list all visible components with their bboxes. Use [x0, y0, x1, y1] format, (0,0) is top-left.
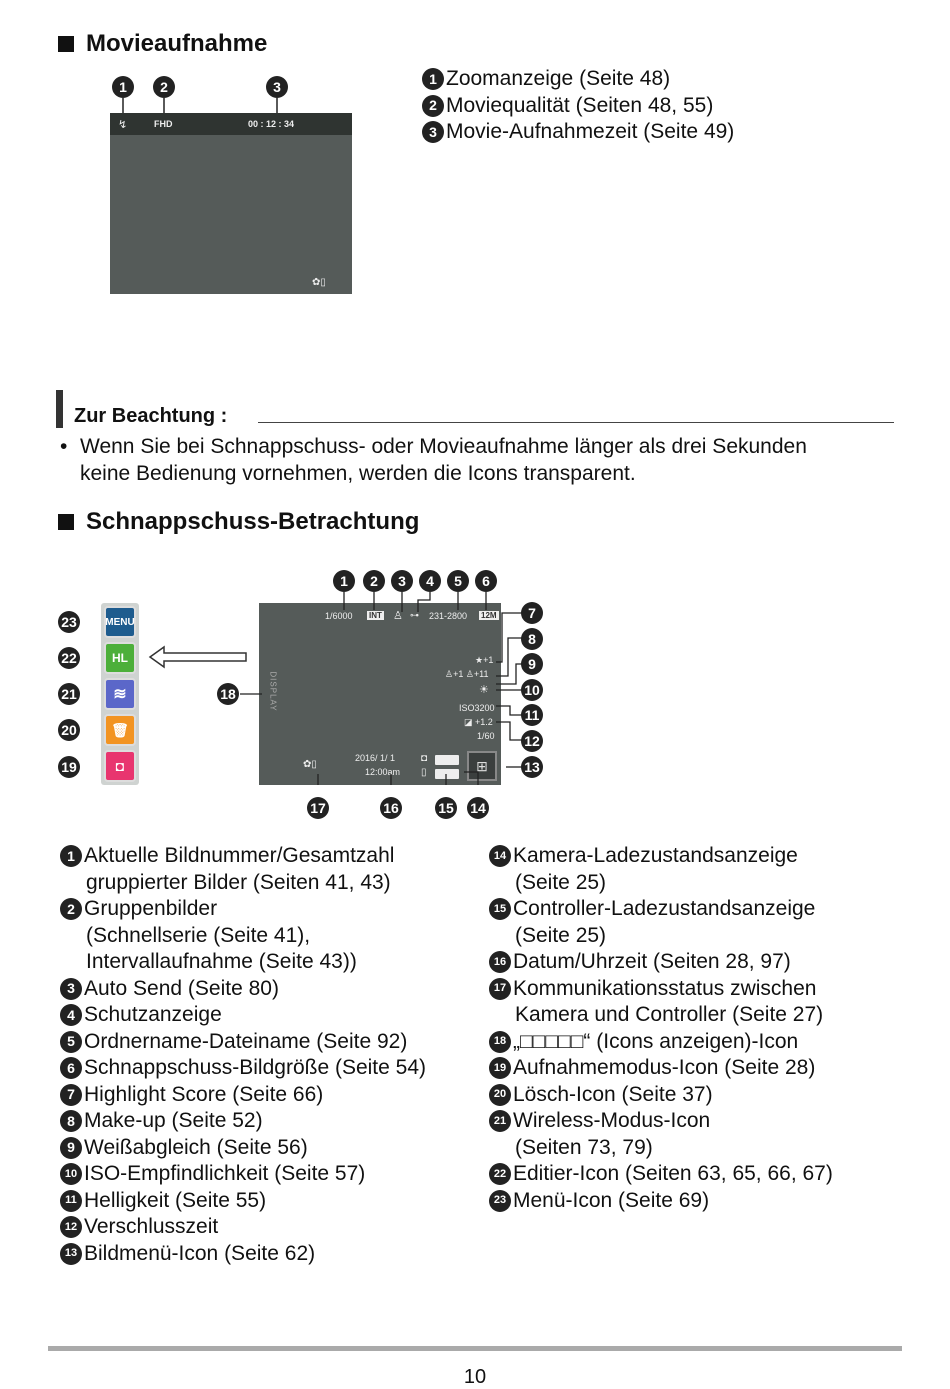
square-bullet-icon [58, 36, 74, 52]
note-line-1: Wenn Sie bei Schnappschuss- oder Movieaufnahme länger als drei Sekunden [80, 435, 807, 458]
legend-text: ISO-Empfindlichkeit (Seite 57) [84, 1162, 366, 1185]
pb-callout-1: 1 [333, 570, 355, 592]
legend-text: Kamera und Controller (Seite 27) [515, 1003, 824, 1026]
square-bullet-icon [58, 514, 74, 530]
legend-text: Moviequalität (Seiten 48, 55) [446, 93, 714, 117]
makeup-level: ♙+1 ♙+11 [445, 669, 489, 679]
legend-text: Controller-Ladezustandsanzeige [513, 897, 816, 920]
legend-text: Wireless-Modus-Icon [513, 1109, 711, 1132]
legend-text: Kommunikationsstatus zwischen [513, 976, 817, 1000]
playback-heading-text: Schnappschuss-Betrachtung [86, 508, 420, 535]
legend-num: 3 [60, 978, 82, 1000]
int-memory-icon: INT [369, 611, 382, 620]
pb-callout-3: 3 [391, 570, 413, 592]
pb-callout-15: 15 [435, 797, 457, 819]
pb-callout-8: 8 [521, 628, 543, 650]
pb-callout-10: 10 [521, 679, 543, 701]
zoom-icon: ↯ [118, 119, 128, 131]
legend-num: 11 [60, 1190, 82, 1212]
shutter-speed: 1/60 [477, 731, 495, 741]
footer-rule [48, 1346, 902, 1351]
pb-callout-20: 20 [58, 719, 80, 741]
comm-status-icon: ✿▯ [303, 759, 317, 770]
pb-callout-14: 14 [467, 797, 489, 819]
image-size: 12M [481, 611, 497, 620]
legend-num: 16 [489, 951, 511, 973]
folder-file-name: 231-2800 [429, 611, 468, 621]
movie-heading [58, 30, 267, 58]
note-rule [258, 422, 894, 423]
camera-small-icon: ◘ [421, 753, 428, 764]
legend-text: Helligkeit (Seite 55) [84, 1188, 267, 1212]
legend-text: (Schnellserie (Seite 41), [86, 923, 311, 947]
legend-num: 17 [489, 978, 511, 1000]
legend-num: 8 [60, 1110, 82, 1132]
movie-callout-1: 1 [112, 76, 134, 98]
legend-num: 2 [422, 95, 444, 117]
playback-legend-right [489, 843, 833, 1214]
movie-callout-2: 2 [153, 76, 175, 98]
legend-text: Intervallaufnahme (Seite 43)) [86, 950, 357, 973]
legend-text: Datum/Uhrzeit (Seiten 28, 97) [513, 950, 791, 973]
legend-text: Gruppenbilder [84, 897, 218, 920]
pb-callout-11: 11 [521, 704, 543, 726]
controller-small-icon: ▯ [421, 767, 427, 778]
pb-callout-19: 19 [58, 756, 80, 778]
legend-text: Make-up (Seite 52) [84, 1109, 263, 1132]
legend-text: Verschlusszeit [84, 1215, 219, 1238]
legend-text: Schnappschuss-Bildgröße (Seite 54) [84, 1056, 427, 1079]
legend-text: Menü-Icon (Seite 69) [513, 1188, 710, 1212]
time: 12:00am [365, 767, 401, 777]
date: 2016/ 1/ 1 [355, 753, 396, 763]
legend-text: (Seite 25) [515, 923, 607, 947]
menu-icon[interactable]: MENU [104, 606, 136, 638]
legend-num: 10 [60, 1163, 82, 1185]
legend-num: 22 [489, 1163, 511, 1185]
pb-callout-9: 9 [521, 653, 543, 675]
legend-text: Bildmenü-Icon (Seite 62) [84, 1241, 316, 1265]
note-line-2: keine Bedienung vornehmen, werden die Icons transparent. [80, 461, 636, 485]
white-balance-icon: ☀ [479, 684, 489, 696]
legend-num: 1 [422, 68, 444, 90]
movie-callout-3: 3 [266, 76, 288, 98]
legend-text: Ordnername-Dateiname (Seite 92) [84, 1029, 408, 1053]
pb-callout-22: 22 [58, 647, 80, 669]
bullet: • [60, 435, 68, 458]
legend-num: 14 [489, 845, 511, 867]
brightness-value: ◪ +1.2 [464, 717, 493, 727]
legend-num: 7 [60, 1084, 82, 1106]
comm-status-icon: ✿▯ [312, 277, 326, 288]
legend-text: Weißabgleich (Seite 56) [84, 1135, 308, 1159]
pb-callout-13: 13 [521, 756, 543, 778]
iso-value: ISO3200 [459, 703, 495, 713]
display-vertical-label: DISPLAY [268, 671, 278, 712]
auto-send-icon: ♙ [393, 610, 403, 622]
pb-callout-21: 21 [58, 683, 80, 705]
playback-legend-left [60, 843, 426, 1267]
left-arrow-icon [148, 644, 250, 670]
page-number: 10 [463, 1366, 487, 1388]
legend-text: (Seite 25) [515, 870, 607, 894]
edit-icon[interactable]: HL [104, 642, 136, 674]
legend-text: Movie-Aufnahmezeit (Seite 49) [446, 120, 735, 143]
movie-recording-time: 00 : 12 : 34 [248, 119, 295, 129]
wireless-icon[interactable]: ≋ [104, 678, 136, 710]
movie-quality: FHD [154, 119, 173, 129]
legend-text: Aktuelle Bildnummer/Gesamtzahl [84, 844, 395, 867]
highlight-score: ★+1 [475, 655, 494, 665]
legend-text: Schutzanzeige [84, 1003, 222, 1026]
legend-num: 20 [489, 1084, 511, 1106]
movie-legend [422, 66, 734, 146]
pb-callout-17: 17 [307, 797, 329, 819]
legend-text: Zoomanzeige (Seite 48) [446, 67, 671, 90]
note-body [60, 434, 807, 487]
legend-num: 1 [60, 845, 82, 867]
note-title: Zur Beachtung : [74, 405, 228, 427]
legend-num: 21 [489, 1110, 511, 1132]
legend-num: 2 [60, 898, 82, 920]
legend-num: 3 [422, 121, 444, 143]
record-mode-icon[interactable]: ◘ [104, 750, 136, 782]
legend-text: gruppierter Bilder (Seiten 41, 43) [86, 870, 391, 894]
legend-num: 9 [60, 1137, 82, 1159]
note-bar [56, 390, 63, 428]
legend-num: 4 [60, 1004, 82, 1026]
legend-num: 15 [489, 898, 511, 920]
movie-heading-text: Movieaufnahme [86, 30, 268, 57]
frame-number: 1/6000 [325, 611, 353, 621]
playback-heading [58, 508, 419, 536]
legend-text: Aufnahmemodus-Icon (Seite 28) [513, 1056, 816, 1079]
movie-status-bar [110, 113, 352, 135]
legend-num: 6 [60, 1057, 82, 1079]
pb-callout-7: 7 [521, 602, 543, 624]
pb-callout-23: 23 [58, 611, 80, 633]
legend-text: Auto Send (Seite 80) [84, 976, 279, 1000]
protect-icon: ⊶ [410, 610, 419, 620]
pb-callout-4: 4 [419, 570, 441, 592]
legend-num: 12 [60, 1216, 82, 1238]
image-menu-icon[interactable]: ⊞ [467, 751, 497, 781]
legend-num: 19 [489, 1057, 511, 1079]
legend-text: Editier-Icon (Seiten 63, 65, 66, 67) [513, 1162, 833, 1185]
pb-callout-12: 12 [521, 730, 543, 752]
legend-text: Lösch-Icon (Seite 37) [513, 1082, 713, 1106]
legend-num: 18 [489, 1031, 511, 1053]
legend-num: 23 [489, 1190, 511, 1212]
legend-num: 13 [60, 1243, 82, 1265]
playback-callout-lines [240, 580, 540, 810]
pb-callout-6: 6 [475, 570, 497, 592]
pb-callout-16: 16 [380, 797, 402, 819]
delete-icon[interactable]: 🗑 [104, 714, 136, 746]
legend-num: 5 [60, 1031, 82, 1053]
pb-callout-18: 18 [217, 683, 239, 705]
pb-callout-5: 5 [447, 570, 469, 592]
legend-text: Highlight Score (Seite 66) [84, 1082, 324, 1106]
pb-callout-2: 2 [363, 570, 385, 592]
movie-screen [110, 113, 352, 294]
legend-text: Kamera-Ladezustandsanzeige [513, 844, 798, 867]
legend-text: „□□□□□“ (Icons anzeigen)-Icon [513, 1029, 799, 1053]
legend-text: (Seiten 73, 79) [515, 1135, 653, 1159]
